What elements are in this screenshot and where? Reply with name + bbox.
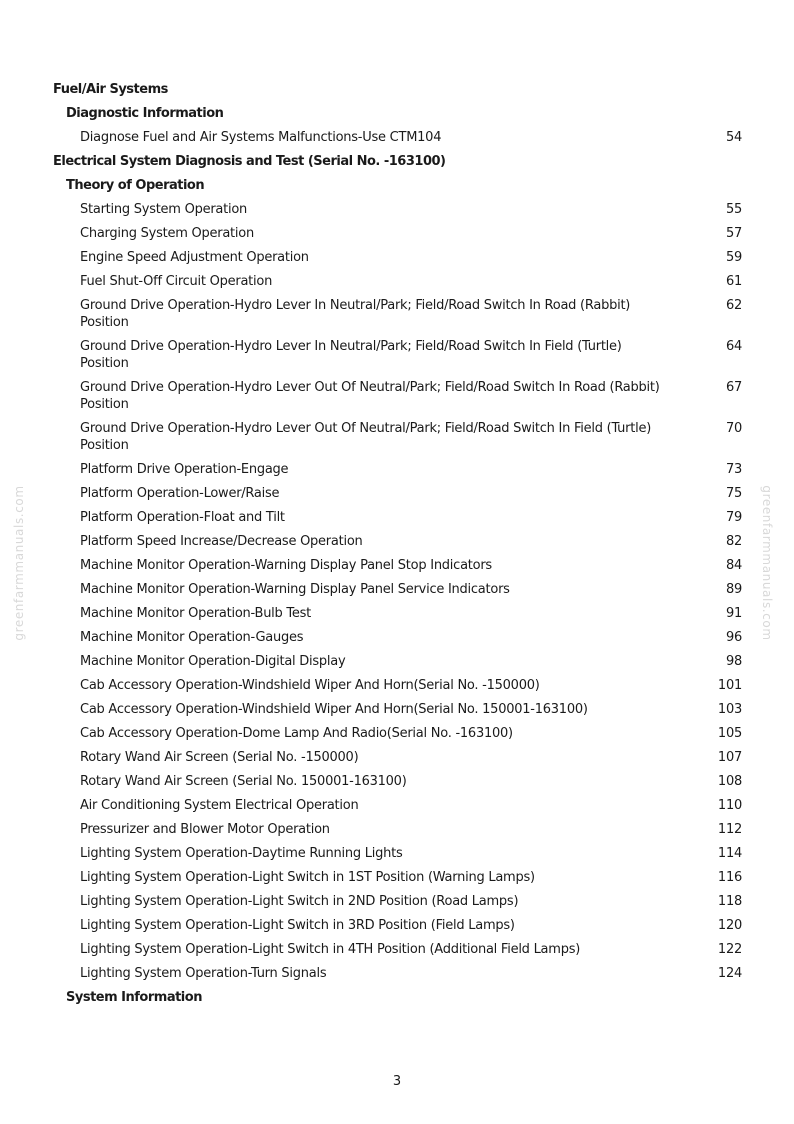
toc-entry[interactable]	[53, 650, 743, 674]
toc-entry[interactable]	[53, 506, 743, 530]
toc-entry-page-number: 103	[717, 702, 742, 717]
toc-entry-title: System Information	[66, 990, 202, 1005]
toc-entry[interactable]	[53, 126, 743, 150]
toc-entry-title: Electrical System Diagnosis and Test (Serial No. -163100)	[53, 154, 446, 169]
toc-entry[interactable]	[53, 842, 743, 866]
toc-entry-title: Fuel/Air Systems	[53, 82, 168, 97]
toc-entry-title: Lighting System Operation-Turn Signals	[80, 966, 327, 981]
toc-entry-page-number: 70	[725, 421, 742, 436]
toc-entry[interactable]	[53, 866, 743, 890]
toc-entry-page-number: 112	[717, 822, 742, 837]
toc-entry-title: Ground Drive Operation-Hydro Lever Out Of Neutral/Park; Field/Road Switch In Field (Turtle) Position	[80, 421, 652, 453]
toc-entry[interactable]	[53, 294, 743, 335]
toc-entry-page-number: 59	[725, 250, 742, 265]
toc-entry-page-number: 67	[725, 380, 742, 395]
toc-entry[interactable]	[53, 602, 743, 626]
toc-entry-page-number: 55	[725, 202, 742, 217]
toc-entry-page-number: 110	[717, 798, 742, 813]
toc-entry-title: Ground Drive Operation-Hydro Lever In Neutral/Park; Field/Road Switch In Road (Rabbit) Position	[80, 298, 631, 330]
toc-entry[interactable]	[53, 270, 743, 294]
toc-subsection-heading	[53, 174, 743, 198]
toc-entry-page-number: 73	[725, 462, 742, 477]
toc-entry-title: Lighting System Operation-Daytime Running Lights	[80, 846, 403, 861]
table-of-contents	[53, 78, 743, 1010]
toc-entry-page-number: 116	[717, 870, 742, 885]
toc-entry-title: Machine Monitor Operation-Bulb Test	[80, 606, 312, 621]
toc-entry[interactable]	[53, 938, 743, 962]
toc-entry-page-number: 122	[717, 942, 742, 957]
page-number: 3	[392, 1074, 402, 1089]
toc-entry-title: Lighting System Operation-Light Switch in 2ND Position (Road Lamps)	[80, 894, 519, 909]
toc-entry-page-number: 96	[725, 630, 742, 645]
toc-entry-page-number: 114	[717, 846, 742, 861]
toc-subsection-heading	[53, 986, 743, 1010]
toc-entry-page-number: 64	[725, 339, 742, 354]
toc-entry-title: Air Conditioning System Electrical Operation	[80, 798, 359, 813]
toc-entry[interactable]	[53, 530, 743, 554]
toc-entry-title: Ground Drive Operation-Hydro Lever In Neutral/Park; Field/Road Switch In Field (Turtle) Position	[80, 339, 622, 371]
toc-entry[interactable]	[53, 890, 743, 914]
toc-entry-title: Starting System Operation	[80, 202, 248, 217]
toc-entry-title: Charging System Operation	[80, 226, 254, 241]
toc-entry-title: Lighting System Operation-Light Switch in 3RD Position (Field Lamps)	[80, 918, 515, 933]
toc-entry-page-number: 107	[717, 750, 742, 765]
toc-entry-title: Cab Accessory Operation-Dome Lamp And Radio(Serial No. -163100)	[80, 726, 513, 741]
toc-entry[interactable]	[53, 818, 743, 842]
toc-entry-title: Diagnose Fuel and Air Systems Malfunctions-Use CTM104	[80, 130, 442, 145]
toc-entry-title: Theory of Operation	[66, 178, 205, 193]
toc-entry-page-number: 57	[725, 226, 742, 241]
toc-entry-title: Diagnostic Information	[66, 106, 224, 121]
toc-entry[interactable]	[53, 417, 743, 458]
toc-entry-title: Rotary Wand Air Screen (Serial No. 150001-163100)	[80, 774, 407, 789]
toc-entry-page-number: 84	[725, 558, 742, 573]
toc-entry[interactable]	[53, 722, 743, 746]
watermark-right: greenfarmmanuals.com	[760, 485, 774, 641]
toc-entry[interactable]	[53, 222, 743, 246]
toc-entry-title: Cab Accessory Operation-Windshield Wiper And Horn(Serial No. 150001-163100)	[80, 702, 588, 717]
toc-entry-title: Machine Monitor Operation-Warning Display Panel Stop Indicators	[80, 558, 492, 573]
toc-entry-page-number: 79	[725, 510, 742, 525]
toc-entry-page-number: 89	[725, 582, 742, 597]
toc-entry[interactable]	[53, 578, 743, 602]
toc-section-heading	[53, 150, 743, 174]
toc-entry[interactable]	[53, 746, 743, 770]
toc-entry[interactable]	[53, 198, 743, 222]
toc-entry[interactable]	[53, 335, 743, 376]
toc-entry-page-number: 91	[725, 606, 742, 621]
toc-entry[interactable]	[53, 246, 743, 270]
toc-entry[interactable]	[53, 674, 743, 698]
toc-entry-title: Cab Accessory Operation-Windshield Wiper And Horn(Serial No. -150000)	[80, 678, 540, 693]
toc-entry[interactable]	[53, 698, 743, 722]
toc-entry-title: Platform Operation-Float and Tilt	[80, 510, 285, 525]
toc-entry[interactable]	[53, 482, 743, 506]
toc-section-heading	[53, 78, 743, 102]
toc-entry-page-number: 108	[717, 774, 742, 789]
toc-entry-page-number: 105	[717, 726, 742, 741]
toc-entry-title: Fuel Shut-Off Circuit Operation	[80, 274, 273, 289]
toc-entry[interactable]	[53, 376, 743, 417]
toc-entry[interactable]	[53, 914, 743, 938]
toc-entry-title: Ground Drive Operation-Hydro Lever Out Of Neutral/Park; Field/Road Switch In Road (Rabbit) Position	[80, 380, 660, 412]
toc-entry-title: Platform Speed Increase/Decrease Operation	[80, 534, 363, 549]
toc-entry[interactable]	[53, 626, 743, 650]
toc-entry-title: Lighting System Operation-Light Switch in 4TH Position (Additional Field Lamps)	[80, 942, 581, 957]
watermark-left: greenfarmmanuals.com	[12, 485, 26, 641]
toc-entry-title: Machine Monitor Operation-Warning Display Panel Service Indicators	[80, 582, 510, 597]
toc-entry[interactable]	[53, 770, 743, 794]
toc-entry-title: Platform Operation-Lower/Raise	[80, 486, 280, 501]
toc-entry-page-number: 120	[717, 918, 742, 933]
toc-entry[interactable]	[53, 962, 743, 986]
toc-entry-title: Rotary Wand Air Screen (Serial No. -150000)	[80, 750, 359, 765]
toc-entry-title: Platform Drive Operation-Engage	[80, 462, 289, 477]
toc-entry-page-number: 82	[725, 534, 742, 549]
toc-entry-title: Engine Speed Adjustment Operation	[80, 250, 309, 265]
toc-entry-title: Machine Monitor Operation-Digital Display	[80, 654, 346, 669]
toc-entry[interactable]	[53, 794, 743, 818]
toc-entry-title: Machine Monitor Operation-Gauges	[80, 630, 304, 645]
toc-entry-page-number: 124	[717, 966, 742, 981]
toc-entry-page-number: 101	[717, 678, 742, 693]
toc-entry-title: Pressurizer and Blower Motor Operation	[80, 822, 330, 837]
toc-entry-page-number: 54	[725, 130, 742, 145]
toc-entry-page-number: 61	[725, 274, 742, 289]
toc-entry-title: Lighting System Operation-Light Switch in 1ST Position (Warning Lamps)	[80, 870, 535, 885]
toc-entry-page-number: 62	[725, 298, 742, 313]
toc-entry-page-number: 98	[725, 654, 742, 669]
toc-entry-page-number: 118	[717, 894, 742, 909]
toc-subsection-heading	[53, 102, 743, 126]
toc-entry[interactable]	[53, 458, 743, 482]
toc-entry-page-number: 75	[725, 486, 742, 501]
toc-entry[interactable]	[53, 554, 743, 578]
